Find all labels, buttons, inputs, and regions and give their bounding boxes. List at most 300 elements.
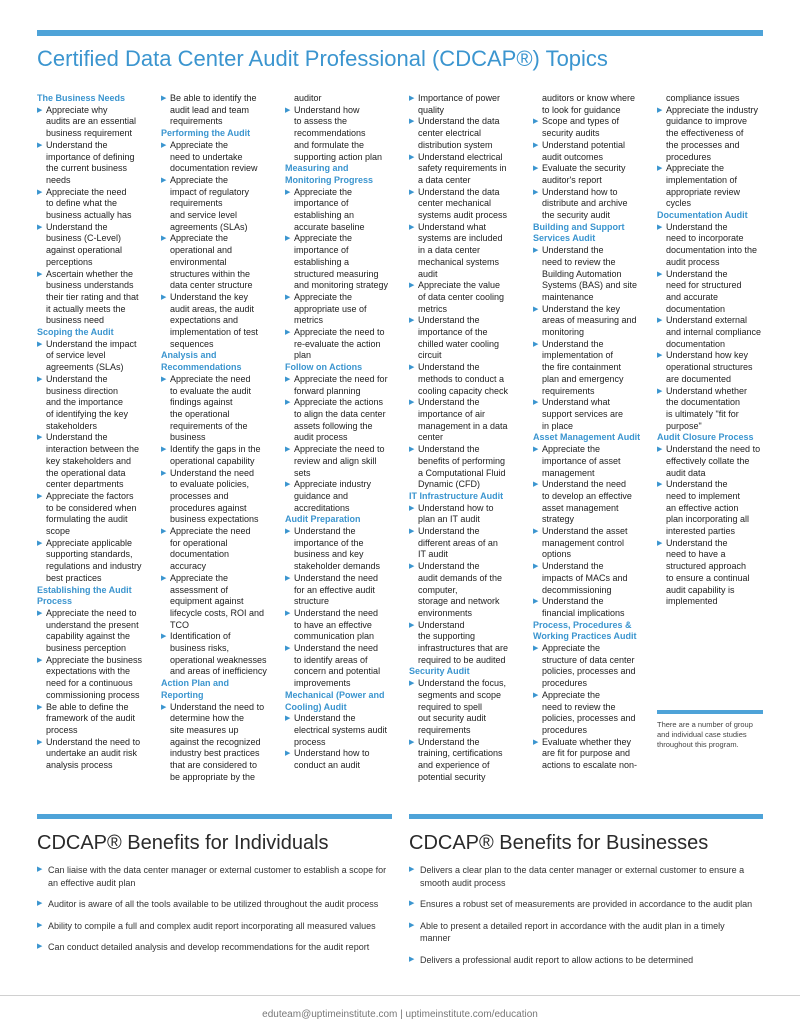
topic-item-continuation: strategy [542, 514, 575, 525]
section-heading: IT Infrastructure Audit [409, 490, 504, 501]
topic-item-continuation: benefits of performing [418, 455, 506, 466]
topic-item: ▶ Understand how to [533, 187, 653, 199]
topic-item-continuation: audit lead and team [170, 104, 250, 115]
topic-item-continuation: procedures [666, 151, 712, 162]
topic-item-continuation: audit outcomes [542, 151, 604, 162]
topic-item: ▶ Identification of [161, 631, 281, 643]
topic-item-continuation: required to be audited [418, 654, 506, 665]
page-title: Certified Data Center Audit Professional (CDCAP®) Topics [37, 46, 608, 71]
topic-item: ▶ Understand the [533, 561, 653, 573]
topic-item-continuation: against the recognized [170, 736, 261, 747]
topic-item-continuation: Dynamic (CFD) [418, 479, 480, 490]
section-heading: Building and Support [533, 221, 625, 232]
topic-item: ▶ Understand the [657, 269, 777, 281]
topic-item-continuation: electrical systems audit [294, 724, 388, 735]
topic-item-continuation: to evaluate policies, [170, 479, 250, 490]
benefit-line: ▶ Ability to compile a full and complex audit report incorporating all measured values [48, 920, 376, 931]
businesses-heading: CDCAP® Benefits for Businesses [409, 832, 709, 854]
topic-item-continuation: plan [294, 350, 312, 361]
topic-item-continuation: plan an IT audit [418, 514, 480, 525]
topic-item-continuation: industry best practices [170, 748, 260, 759]
topic-item-continuation: is ultimately "fit for [666, 408, 739, 419]
topic-item-continuation: against operational [46, 245, 123, 256]
topic-item-continuation: impacts of MACs and [542, 572, 628, 583]
topic-item: ▶ Understand the need to [657, 444, 777, 456]
topic-item-continuation: operational and [170, 245, 233, 256]
topic-item-continuation: audits are an essential [46, 116, 137, 127]
topic-item-continuation: regulations and industry [46, 561, 142, 572]
topic-item-continuation: of service level [46, 350, 106, 361]
topic-item-continuation: compliance issues [666, 93, 740, 103]
topic-item-continuation: stakeholder demands [294, 561, 381, 572]
footer-contact: eduteam@uptimeinstitute.com | uptimeinstitute.com/education [262, 1009, 538, 1020]
topic-item: ▶ Understand what [533, 397, 653, 409]
topic-item-continuation: policies, processes and [542, 666, 636, 677]
topic-item-continuation: requirements of the [170, 420, 248, 431]
topic-item: ▶ Understand the [533, 245, 653, 257]
topic-item: ▶ Appreciate the need [161, 374, 281, 386]
section-heading: Services Audit [533, 233, 596, 244]
topic-item: ▶ Understand the [657, 222, 777, 234]
topic-item: ▶ Understand the [37, 432, 157, 444]
topic-item-continuation: systems are included [418, 233, 503, 244]
topic-item: ▶ Appreciate the [285, 233, 405, 245]
individuals-heading: CDCAP® Benefits for Individuals [37, 832, 329, 854]
topic-item: ▶ Understand the [37, 374, 157, 386]
benefit-item [37, 941, 397, 954]
topic-item-continuation: IT audit [418, 549, 448, 560]
topic-item-continuation: accuracy [170, 561, 207, 572]
topic-item-continuation: of identifying the key [46, 408, 129, 419]
topic-item: ▶ Understand what [409, 222, 529, 234]
topics-column-2 [161, 93, 281, 783]
case-studies-note [657, 720, 765, 750]
topic-item-continuation: and areas of inefficiency [170, 666, 267, 677]
topic-item-continuation: key stakeholders and [46, 455, 132, 466]
topic-item: ▶ Understand the [533, 339, 653, 351]
topic-item-continuation: are fit for purpose and [542, 748, 631, 759]
topic-item-continuation: expectations and [170, 315, 239, 326]
topic-item-continuation: implemented [666, 596, 718, 607]
topic-item-continuation: process [294, 736, 326, 747]
topic-item-continuation: need to undertake [170, 151, 243, 162]
topic-item: ▶ Understand [409, 620, 529, 632]
topic-item-continuation: undertake an audit risk [46, 748, 138, 759]
topic-item-continuation: implementation of test [170, 327, 259, 338]
topic-item-continuation: and the importance [46, 397, 124, 408]
topic-item-continuation: a Computational Fluid [418, 467, 506, 478]
topic-item-continuation: structured measuring [294, 268, 379, 279]
topics-column-6 [657, 93, 777, 608]
topic-item-continuation: center mechanical [418, 198, 492, 209]
topic-item-continuation: cycles [666, 198, 692, 209]
topic-item-continuation: need to implement [666, 490, 741, 501]
topic-item-continuation: the effectiveness of [666, 128, 744, 139]
topic-item-continuation: be appropriate by the [170, 771, 256, 782]
topic-item-continuation: structured approach [666, 561, 747, 572]
benefit-item [37, 898, 397, 911]
topic-item-continuation: accreditations [294, 502, 350, 513]
topic-item-continuation: appropriate use of [294, 303, 367, 314]
topic-item-continuation: need to review the [542, 256, 616, 267]
topic-item-continuation: lifecycle costs, ROI and [170, 607, 265, 618]
topic-item-continuation: the current business [46, 163, 128, 174]
topic-item-continuation: interaction between the [46, 444, 140, 455]
note-line: throughout this program. [657, 740, 739, 749]
topic-item-continuation: the processes and [666, 139, 740, 150]
topic-item-continuation: the security audit [542, 210, 611, 221]
topic-item: ▶ Understand the [409, 526, 529, 538]
topic-item: ▶ Understand the [409, 397, 529, 409]
topic-item: ▶ Appreciate the industry [657, 105, 777, 117]
benefit-item [409, 898, 769, 911]
topic-item: ▶ Understand the need [285, 643, 405, 655]
topic-item-continuation: audit process [666, 256, 720, 267]
topic-item-continuation: in a data center [418, 245, 481, 256]
topic-item: ▶ Ascertain whether the [37, 269, 157, 281]
topic-item-continuation: the supporting [418, 631, 476, 642]
topic-item: ▶ Identify the gaps in the [161, 444, 281, 456]
section-heading: Cooling) Audit [285, 701, 347, 712]
topic-item-continuation: procedures [542, 724, 588, 735]
topic-item: ▶ Be able to identify the [161, 93, 281, 105]
topic-item: ▶ Appreciate the business [37, 655, 157, 667]
topic-item: ▶ Understand how [285, 105, 405, 117]
topic-item-continuation: the operational [170, 408, 230, 419]
topic-item: ▶ Understand how to [285, 748, 405, 760]
topic-item-continuation: audit [418, 268, 438, 279]
topic-item: ▶ Understand whether [657, 386, 777, 398]
topic-item-continuation: assessment of [170, 584, 229, 595]
topic-item-continuation: guidance to improve [666, 116, 748, 127]
topic-item-continuation: maintenance [542, 291, 594, 302]
topic-item: ▶ Understand the focus, [409, 678, 529, 690]
topic-item-continuation: recommendations [294, 128, 366, 139]
topic-item-continuation: the documentation [666, 397, 741, 408]
topic-item-continuation: procedures [542, 678, 588, 689]
benefit-item [409, 920, 769, 945]
topic-item-continuation: financial implications [542, 607, 625, 618]
topic-item-continuation: business actually has [46, 210, 132, 221]
topic-item-continuation: distribution system [418, 139, 493, 150]
topic-item-continuation: documentation review [170, 163, 258, 174]
topic-item-continuation: need to review the [542, 701, 616, 712]
topic-item-continuation: business and key [294, 549, 364, 560]
topic-item-continuation: stakeholders [46, 420, 98, 431]
topic-item-continuation: that are considered to [170, 760, 258, 771]
note-line: There are a number of group [657, 720, 753, 729]
topic-item-continuation: effectively collate the [666, 455, 750, 466]
topic-item-continuation: center electrical [418, 128, 482, 139]
topic-item-continuation: implementation of [666, 174, 738, 185]
topic-item-continuation: determine how the [170, 713, 245, 724]
topic-item-continuation: and experience of [418, 760, 490, 771]
topic-item-continuation: to be considered when [46, 502, 137, 513]
topic-item-continuation: options [542, 549, 572, 560]
topic-item: ▶ Understand the need [533, 479, 653, 491]
topic-item: ▶ Understand the need [285, 573, 405, 585]
benefit-line: ▶ Can conduct detailed analysis and develop recommendations for the audit report [48, 942, 370, 952]
topics-column-4 [409, 93, 529, 783]
section-heading: Measuring and [285, 163, 349, 174]
section-heading: Asset Management Audit [533, 432, 641, 443]
topic-item-continuation: site measures up [170, 724, 239, 735]
benefit-line: manner [420, 933, 451, 943]
topic-item-continuation: and accurate [666, 291, 719, 302]
topic-item-continuation: computer, [418, 584, 458, 595]
topic-item-continuation: and monitoring strategy [294, 280, 389, 291]
topic-item: ▶ Understand the [409, 315, 529, 327]
topic-item-continuation: audit capability is [666, 584, 735, 595]
topic-item-continuation: of data center cooling [418, 291, 505, 302]
benefit-line: smooth audit process [420, 877, 506, 888]
topic-item-continuation: need for structured [666, 280, 742, 291]
topic-item-continuation: perceptions [46, 256, 93, 267]
topic-item-continuation: documentation into the [666, 245, 758, 256]
topic-item: ▶ Understand the need [161, 468, 281, 480]
note-accent-bar [657, 710, 763, 714]
topic-item-continuation: auditors or know where [542, 93, 636, 103]
topic-item-continuation: auditor [294, 93, 322, 103]
topic-item-continuation: importance of asset [542, 455, 621, 466]
topic-item-continuation: chilled water cooling [418, 338, 500, 349]
section-heading: Follow on Actions [285, 362, 363, 373]
topic-item-continuation: sets [294, 467, 311, 478]
topic-item: ▶ Appreciate the [533, 444, 653, 456]
topic-item-continuation: need to have a [666, 549, 726, 560]
topic-item-continuation: formulating the audit [46, 514, 128, 525]
topic-item-continuation: actions to escalate non- [542, 760, 638, 771]
topic-item-continuation: commissioning process [46, 689, 140, 700]
topic-item-continuation: to define what the [46, 198, 118, 209]
topic-item-continuation: importance of defining [46, 151, 135, 162]
topic-item: ▶ Understand how key [657, 350, 777, 362]
topic-item-continuation: audit demands of the [418, 572, 503, 583]
topic-item-continuation: agreements (SLAs) [46, 362, 124, 373]
topic-item-continuation: center [418, 432, 444, 443]
topic-item-continuation: audit process [294, 432, 348, 443]
topic-item-continuation: to have an effective [294, 619, 372, 630]
topic-item-continuation: their tier rating and that [46, 291, 139, 302]
topic-item-continuation: supporting standards, [46, 549, 133, 560]
topic-item-continuation: are documented [666, 373, 732, 384]
topic-item: ▶ Scope and types of [533, 116, 653, 128]
benefit-line: ▶ Can liaise with the data center manager or external customer to establish a scope for [48, 865, 387, 875]
topic-item-continuation: business risks, [170, 643, 230, 654]
section-heading: The Business Needs [37, 93, 126, 103]
section-heading: Reporting [161, 689, 204, 700]
benefit-item [409, 954, 769, 967]
topic-item-continuation: quality [418, 104, 445, 115]
topic-item-continuation: importance of the [294, 537, 364, 548]
topic-item: ▶ Appreciate the need to [285, 327, 405, 339]
topic-item-continuation: operational capability [170, 455, 255, 466]
topic-item-continuation: accurate baseline [294, 221, 365, 232]
topic-item: ▶ Understand the [409, 737, 529, 749]
topic-item-continuation: documentation [170, 549, 230, 560]
topic-item: ▶ Appreciate the [533, 643, 653, 655]
benefit-item [37, 920, 397, 933]
topic-item: ▶ Appreciate the [161, 140, 281, 152]
topic-item-continuation: and formulate the [294, 139, 365, 150]
topic-item-continuation: understand the present [46, 619, 139, 630]
benefit-line: ▶ Delivers a professional audit report to allow actions to be determined [420, 954, 694, 965]
benefit-line: ▶ Able to present a detailed report in accordance with the audit plan in a timely [420, 920, 725, 931]
topic-item: ▶ Appreciate the [285, 187, 405, 199]
topic-item-continuation: operational structures [666, 362, 753, 373]
topic-item-continuation: methods to conduct a [418, 373, 505, 384]
topic-item-continuation: best practices [46, 572, 102, 583]
topic-item: ▶ Appreciate industry [285, 479, 405, 491]
topic-item: ▶ Understand the [657, 479, 777, 491]
topic-item: ▶ Understand the key [533, 304, 653, 316]
topic-item-continuation: conduct an audit [294, 760, 361, 771]
topic-item-continuation: impact of regulatory [170, 186, 250, 197]
topic-item-continuation: audit data [666, 467, 706, 478]
topic-item-continuation: processes and [170, 490, 229, 501]
topic-item-continuation: a data center [418, 174, 471, 185]
topic-item: ▶ Evaluate whether they [533, 737, 653, 749]
topic-item-continuation: need for a continuous [46, 678, 133, 689]
topic-item-continuation: establishing a [294, 256, 350, 267]
topic-item-continuation: appropriate review [666, 186, 741, 197]
section-heading: Audit Closure Process [657, 432, 754, 443]
individuals-accent-bar [37, 814, 392, 819]
topic-item-continuation: data center structure [170, 280, 253, 291]
topic-item-continuation: capability against the [46, 631, 131, 642]
topic-item-continuation: segments and scope [418, 689, 502, 700]
section-heading: Working Practices Audit [533, 631, 637, 642]
topic-item: ▶ Understand potential [533, 140, 653, 152]
topic-item-continuation: TCO [170, 619, 189, 630]
topic-item-continuation: structure of data center [542, 654, 635, 665]
topic-item-continuation: required to spell [418, 701, 483, 712]
topic-item: ▶ Understand the [533, 596, 653, 608]
benefit-line: ▶ Delivers a clear plan to the data center manager or external customer to ensure a [420, 865, 745, 875]
topic-item-continuation: business requirement [46, 128, 133, 139]
topic-item-continuation: management [542, 467, 595, 478]
topic-item-continuation: in place [542, 420, 574, 431]
topic-item-continuation: needs [46, 174, 71, 185]
topic-item-continuation: importance of [294, 245, 349, 256]
topic-item-continuation: mechanical systems [418, 256, 500, 267]
topic-item-continuation: business understands [46, 280, 134, 291]
topic-item: ▶ Understand the asset [533, 526, 653, 538]
topic-item: ▶ Understand external [657, 315, 777, 327]
benefit-line: ▶ Ensures a robust set of measurements are provided in accordance to the audit plan [420, 899, 753, 909]
section-heading: Performing the Audit [161, 128, 251, 139]
topic-item-continuation: requirements [170, 198, 223, 209]
topic-item-continuation: communication plan [294, 631, 375, 642]
businesses-benefits-list [409, 864, 769, 975]
section-heading: Security Audit [409, 666, 470, 677]
topic-item-continuation: analysis process [46, 760, 113, 771]
topic-item-continuation: requirements [170, 116, 223, 127]
topic-item-continuation: structure [294, 596, 330, 607]
topic-item-continuation: to align the data center [294, 408, 386, 419]
topic-item: ▶ Appreciate the need [37, 187, 157, 199]
topic-item-continuation: to assess the [294, 116, 348, 127]
topic-item: ▶ Appreciate why [37, 105, 157, 117]
topic-item-continuation: audit areas, the audit [170, 303, 255, 314]
topic-item: ▶ Understand the impact [37, 339, 157, 351]
topic-item-continuation: plan and emergency [542, 373, 624, 384]
section-heading: Process [37, 596, 73, 607]
topic-item-continuation: distribute and archive [542, 198, 628, 209]
benefit-item [409, 864, 769, 889]
topic-item-continuation: and internal compliance [666, 327, 762, 338]
topic-item-continuation: sequences [170, 338, 214, 349]
topic-item-continuation: structures within the [170, 268, 251, 279]
topic-item-continuation: review and align skill [294, 455, 377, 466]
topic-item: ▶ Understand the [409, 444, 529, 456]
footer-divider [0, 995, 800, 996]
topic-item: ▶ Appreciate the value [409, 280, 529, 292]
topic-item-continuation: importance of [294, 198, 349, 209]
topic-item-continuation: interested parties [666, 526, 736, 537]
top-accent-bar [37, 30, 763, 36]
topic-item-continuation: guidance and [294, 490, 349, 501]
topics-column-1 [37, 93, 157, 772]
topic-item: ▶ Understand how to [409, 503, 529, 515]
topic-item-continuation: equipment against [170, 596, 244, 607]
topic-item-continuation: plan incorporating all [666, 514, 750, 525]
topic-item-continuation: an effective action [666, 502, 739, 513]
section-heading: Documentation Audit [657, 210, 748, 221]
section-heading: Scoping the Audit [37, 327, 114, 338]
topic-item-continuation: framework of the audit [46, 713, 136, 724]
businesses-accent-bar [409, 814, 763, 819]
topic-item-continuation: storage and network [418, 596, 500, 607]
topic-item-continuation: business need [46, 315, 105, 326]
topic-item-continuation: expectations with the [46, 666, 131, 677]
topic-item-continuation: asset management [542, 502, 619, 513]
topic-item: ▶ Understand the [285, 526, 405, 538]
topic-item-continuation: improvements [294, 678, 351, 689]
topic-item-continuation: environmental [170, 256, 227, 267]
topic-item: ▶ Understand the [409, 362, 529, 374]
section-heading: Audit Preparation [285, 514, 361, 525]
topic-item-continuation: to ensure a continual [666, 572, 750, 583]
topic-item: ▶ Understand the [285, 713, 405, 725]
topic-item: ▶ Appreciate the [161, 175, 281, 187]
topic-item-continuation: supporting action plan [294, 151, 383, 162]
topic-item-continuation: to look for guidance [542, 104, 621, 115]
topic-item-continuation: process [46, 724, 78, 735]
topic-item-continuation: requirements [418, 724, 471, 735]
topic-item-continuation: to develop an effective [542, 490, 632, 501]
topic-item-continuation: security audits [542, 128, 600, 139]
topic-item-continuation: monitoring [542, 327, 585, 338]
individuals-benefits-list [37, 864, 397, 963]
topic-item-continuation: metrics [294, 315, 323, 326]
topic-item-continuation: procedures against [170, 502, 247, 513]
topic-item: ▶ Appreciate applicable [37, 538, 157, 550]
topic-item: ▶ Appreciate the need to [285, 444, 405, 456]
topic-item: ▶ Appreciate the actions [285, 397, 405, 409]
topic-item: ▶ Appreciate the [533, 690, 653, 702]
topic-item-continuation: importance of air [418, 408, 486, 419]
section-heading: Action Plan and [161, 678, 230, 689]
topic-item-continuation: metrics [418, 303, 447, 314]
topic-item-continuation: circuit [418, 350, 442, 361]
section-heading: Mechanical (Power and [285, 689, 385, 700]
topic-item: ▶ Appreciate the [657, 163, 777, 175]
topic-item-continuation: documentation [666, 303, 726, 314]
topic-item: ▶ Appreciate the [161, 233, 281, 245]
topic-item: ▶ Appreciate the need for [285, 374, 405, 386]
topic-item-continuation: policies, processes and [542, 713, 636, 724]
